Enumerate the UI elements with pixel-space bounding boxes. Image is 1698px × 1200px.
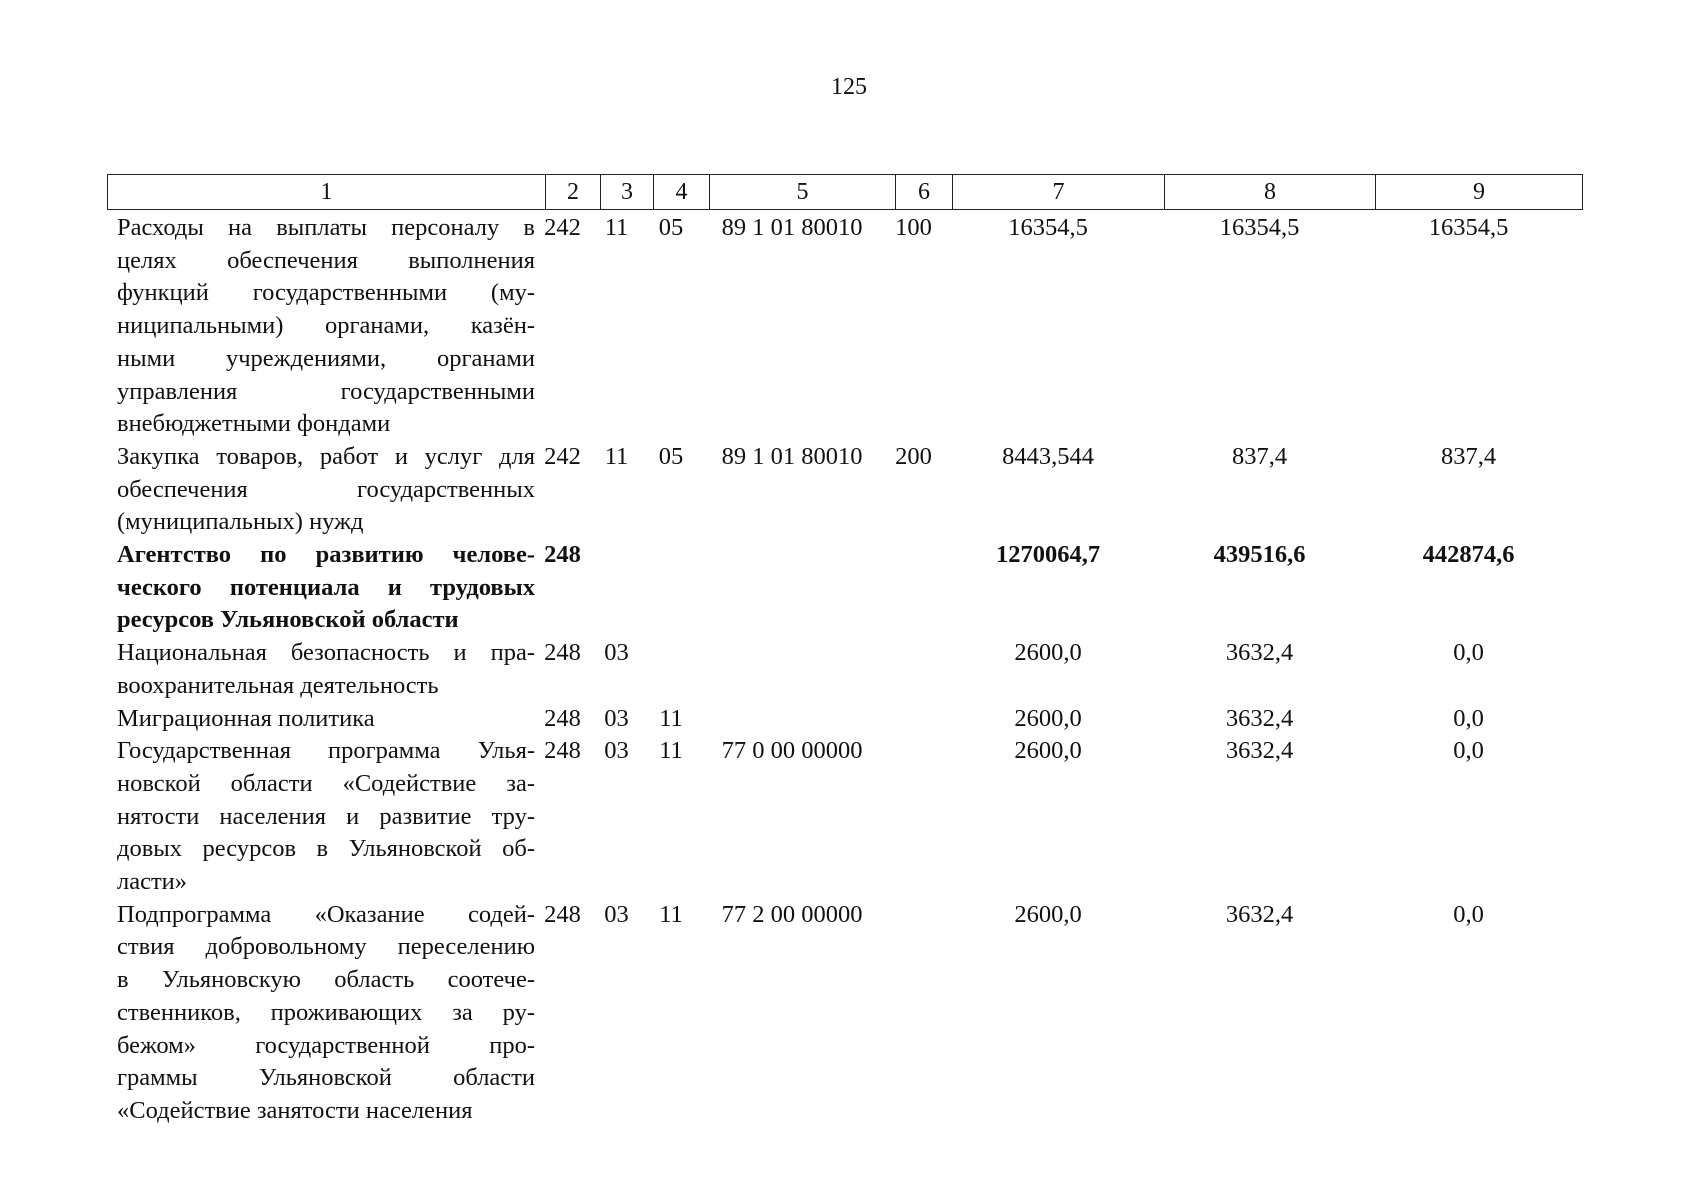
subsection-code: 11	[659, 900, 683, 928]
admin-code: 248	[544, 541, 581, 569]
section-code: 11	[604, 214, 629, 241]
amount-col-8: 837,4	[1231, 442, 1288, 470]
row-name-line: довых ресурсов в Ульяновской об-	[117, 835, 535, 863]
admin-code: 248	[544, 704, 581, 732]
row-name-line: ственников, проживающих за ру-	[117, 998, 535, 1026]
column-number-3: 3	[601, 175, 654, 210]
amount-col-8: 3632,4	[1225, 639, 1294, 667]
row-name-line: ласти»	[117, 868, 188, 896]
row-name-line: функций государственными (му-	[117, 279, 535, 307]
section-code: 03	[604, 737, 629, 765]
row-name	[107, 637, 535, 702]
admin-code: 248	[544, 900, 581, 928]
amount-col-7: 2600,0	[1014, 704, 1082, 732]
column-number-9: 9	[1376, 175, 1583, 210]
amount-col-9: 442874,6	[1422, 541, 1515, 569]
table-row	[107, 735, 1592, 899]
row-name-line: ниципальными) органами, казён-	[117, 312, 535, 340]
column-number-6: 6	[896, 175, 953, 210]
row-name	[107, 899, 535, 1128]
amount-col-7: 1270064,7	[995, 541, 1101, 569]
amount-col-8: 439516,6	[1213, 541, 1306, 569]
amount-col-8: 3632,4	[1225, 737, 1294, 765]
table-row	[107, 539, 1592, 637]
row-name	[107, 212, 535, 441]
row-name-line: нятости населения и развитие тру-	[117, 802, 535, 830]
column-number-5: 5	[710, 175, 896, 210]
row-name-line: в Ульяновскую область соотече-	[117, 966, 535, 994]
table-row	[107, 703, 1592, 736]
section-code: 11	[604, 442, 629, 470]
row-name-line: Расходы на выплаты персоналу в	[117, 214, 535, 241]
table-row	[107, 212, 1592, 441]
row-name-line: новской области «Содействие за-	[117, 769, 535, 797]
amount-col-9: 16354,5	[1428, 214, 1509, 241]
row-name-line: бежом» государственной про-	[117, 1031, 535, 1059]
row-name-line: ческого потенциала и трудовых	[117, 573, 535, 601]
row-name-line: управления государственными	[117, 377, 535, 405]
amount-col-8: 16354,5	[1219, 214, 1300, 241]
row-name-line: ствия добровольному переселению	[117, 933, 535, 961]
amount-col-9: 0,0	[1453, 704, 1484, 732]
amount-col-7: 8443,544	[1002, 442, 1094, 470]
subsection-code: 11	[659, 704, 683, 732]
subsection-code: 05	[658, 214, 684, 241]
column-number-header	[107, 174, 1583, 210]
amount-col-9: 837,4	[1440, 442, 1497, 470]
row-name-line: Миграционная политика	[117, 704, 375, 732]
row-name-line: воохранительная деятельность	[117, 671, 439, 699]
admin-code: 248	[544, 639, 581, 667]
table-row	[107, 637, 1592, 702]
expense-type-code: 100	[895, 214, 932, 241]
row-name-line: Подпрограмма «Оказание содей-	[117, 900, 535, 928]
admin-code: 242	[544, 214, 581, 241]
amount-col-7: 2600,0	[1014, 639, 1082, 667]
row-name	[107, 539, 535, 637]
amount-col-7: 16354,5	[1008, 214, 1088, 241]
row-name	[107, 735, 535, 899]
budget-table-body	[107, 212, 1592, 1128]
column-number-7: 7	[953, 175, 1165, 210]
target-article-code: 89 1 01 80010	[721, 442, 863, 470]
section-code: 03	[604, 704, 629, 732]
row-name-line: Национальная безопасность и пра-	[117, 639, 535, 667]
subsection-code: 11	[659, 737, 683, 765]
row-name-line: Закупка товаров, работ и услуг для	[117, 442, 535, 470]
amount-col-7: 2600,0	[1014, 737, 1082, 765]
amount-col-9: 0,0	[1453, 737, 1484, 765]
admin-code: 242	[544, 442, 581, 470]
row-name-line: ными учреждениями, органами	[117, 344, 535, 372]
column-number-8: 8	[1165, 175, 1376, 210]
expense-type-code: 200	[895, 442, 932, 470]
section-code: 03	[604, 639, 629, 667]
row-name-line: целях обеспечения выполнения	[117, 246, 535, 274]
column-number-2: 2	[546, 175, 601, 210]
amount-col-8: 3632,4	[1225, 704, 1294, 732]
amount-col-9: 0,0	[1453, 900, 1484, 928]
row-name-line: «Содействие занятости населения	[117, 1096, 473, 1124]
amount-col-8: 3632,4	[1225, 900, 1294, 928]
row-name-line: внебюджетными фондами	[117, 410, 391, 438]
row-name-line: Агентство по развитию челове-	[117, 541, 535, 569]
subsection-code: 05	[658, 442, 684, 470]
amount-col-7: 2600,0	[1014, 900, 1082, 928]
page-number: 125	[831, 74, 867, 100]
target-article-code: 89 1 01 80010	[721, 214, 863, 241]
table-row	[107, 899, 1592, 1128]
section-code: 03	[604, 900, 629, 928]
row-name-line: обеспечения государственных	[117, 475, 535, 503]
column-number-4: 4	[654, 175, 710, 210]
row-name-line: (муниципальных) нужд	[117, 508, 364, 536]
row-name-line: граммы Ульяновской области	[117, 1064, 535, 1092]
amount-col-9: 0,0	[1453, 639, 1484, 667]
row-name	[107, 441, 535, 539]
table-row	[107, 441, 1592, 539]
row-name-line: ресурсов Ульяновской области	[117, 606, 459, 634]
column-number-1: 1	[108, 175, 546, 210]
row-name-line: Государственная программа Улья-	[117, 737, 535, 765]
row-name	[107, 703, 535, 736]
target-article-code: 77 0 00 00000	[721, 737, 863, 765]
target-article-code: 77 2 00 00000	[721, 900, 863, 928]
admin-code: 248	[544, 737, 581, 765]
